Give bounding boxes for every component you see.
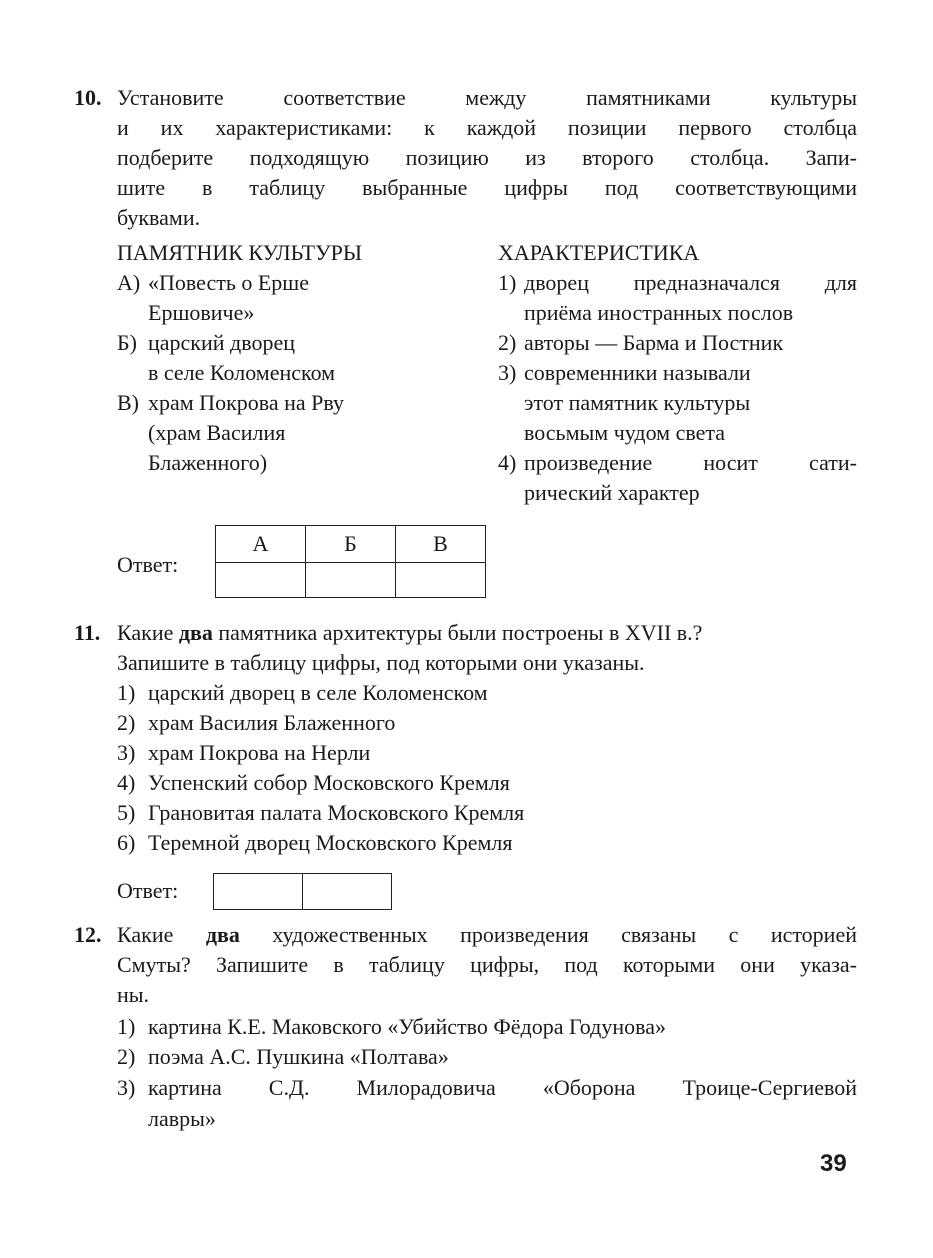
item-label: 4) [498, 450, 517, 475]
item-text: в селе Коломенском [148, 360, 336, 385]
left-column-header: ПАМЯТНИК КУЛЬТУРЫ [117, 240, 363, 265]
item-label: 6) [117, 830, 136, 855]
answer-cell-v[interactable] [396, 563, 486, 598]
item-text: восьмым чудом света [524, 420, 726, 445]
question-10-text: подберите подходящую позицию из второго столбца. Запи- [117, 145, 857, 170]
item-label: 2) [498, 330, 517, 355]
page-number: 39 [820, 1150, 847, 1177]
question-10-text: буквами. [117, 205, 201, 230]
item-text: храм Покрова на Рву [148, 390, 345, 415]
item-text: Блаженного) [148, 450, 268, 475]
answer-cell-1[interactable] [214, 874, 303, 910]
item-label: 5) [117, 800, 136, 825]
item-text: (храм Василия [148, 420, 286, 445]
item-text: этот памятник культуры [524, 390, 751, 415]
item-label: 1) [117, 1014, 136, 1039]
item-text: рический характер [524, 480, 700, 505]
item-label: Б) [117, 330, 137, 355]
item-text: приёма иностранных послов [524, 300, 794, 325]
item-label: 4) [117, 770, 136, 795]
question-12-text: Смуты? Запишите в таблицу цифры, под которыми они указа- [117, 952, 857, 977]
answer-column-b: Б [306, 526, 396, 563]
item-text: картина К.Е. Маковского «Убийство Фёдора Годунова» [148, 1014, 666, 1039]
item-label: 1) [117, 680, 136, 705]
item-text: Ершовиче» [148, 300, 255, 325]
item-text: Успенский собор Московского Кремля [148, 770, 510, 795]
item-label: 2) [117, 710, 136, 735]
item-text: Грановитая палата Московского Кремля [148, 800, 525, 825]
question-11-number: 11. [74, 620, 101, 645]
emphasis: два [178, 620, 213, 645]
item-text: Теремной дворец Московского Кремля [148, 830, 513, 855]
answer-cell-b[interactable] [306, 563, 396, 598]
question-10-text: шите в таблицу выбранные цифры под соответствующими [117, 175, 857, 200]
question-10-text: и их характеристиками: к каждой позиции первого столбца [117, 115, 857, 140]
item-text: произведение носит сати- [524, 450, 857, 475]
answer-column-v: В [396, 526, 486, 563]
answer-label: Ответ: [117, 878, 179, 903]
item-label: 2) [117, 1044, 136, 1069]
item-text: лавры» [148, 1106, 216, 1131]
question-10-number: 10. [74, 85, 102, 110]
answer-label: Ответ: [117, 552, 179, 577]
item-text: дворец предназначался для [524, 270, 857, 295]
item-text: «Повесть о Ерше [148, 270, 310, 295]
text: Какие [117, 922, 206, 947]
item-text: царский дворец [148, 330, 296, 355]
question-11-text [117, 618, 702, 648]
item-label: 3) [117, 1075, 136, 1100]
item-text: царский дворец в селе Коломенском [148, 680, 488, 705]
question-10-text: Установите соответствие между памятниками культуры [117, 85, 857, 110]
item-text: храм Покрова на Нерли [148, 740, 371, 765]
item-label: 1) [498, 270, 517, 295]
question-12-number: 12. [74, 922, 102, 947]
answer-table-11 [213, 873, 392, 910]
item-label: А) [117, 270, 141, 295]
question-12-text: ны. [117, 982, 150, 1007]
item-label: 3) [117, 740, 136, 765]
item-label: В) [117, 390, 139, 415]
answer-cell-a[interactable] [216, 563, 306, 598]
item-text: картина С.Д. Милорадовича «Оборона Троице-Сергиевой [148, 1075, 857, 1100]
item-text: современники называли [524, 360, 751, 385]
answer-table-10 [215, 525, 486, 598]
item-text: авторы — Барма и Постник [524, 330, 784, 355]
right-column-header: ХАРАКТЕРИСТИКА [498, 240, 700, 265]
item-text: поэма А.С. Пушкина «Полтава» [148, 1044, 449, 1069]
item-label: 3) [498, 360, 517, 385]
text: Какие [117, 620, 179, 645]
answer-cell-2[interactable] [303, 874, 392, 910]
text: художественных произведения связаны с историей [239, 922, 857, 947]
item-text: храм Василия Блаженного [148, 710, 396, 735]
emphasis: два [205, 922, 240, 947]
question-11-text: Запишите в таблицу цифры, под которыми они указаны. [117, 650, 645, 675]
text: памятника архитектуры были построены в XVII в.? [212, 620, 703, 645]
answer-column-a: А [216, 526, 306, 563]
question-12-text [117, 920, 857, 950]
